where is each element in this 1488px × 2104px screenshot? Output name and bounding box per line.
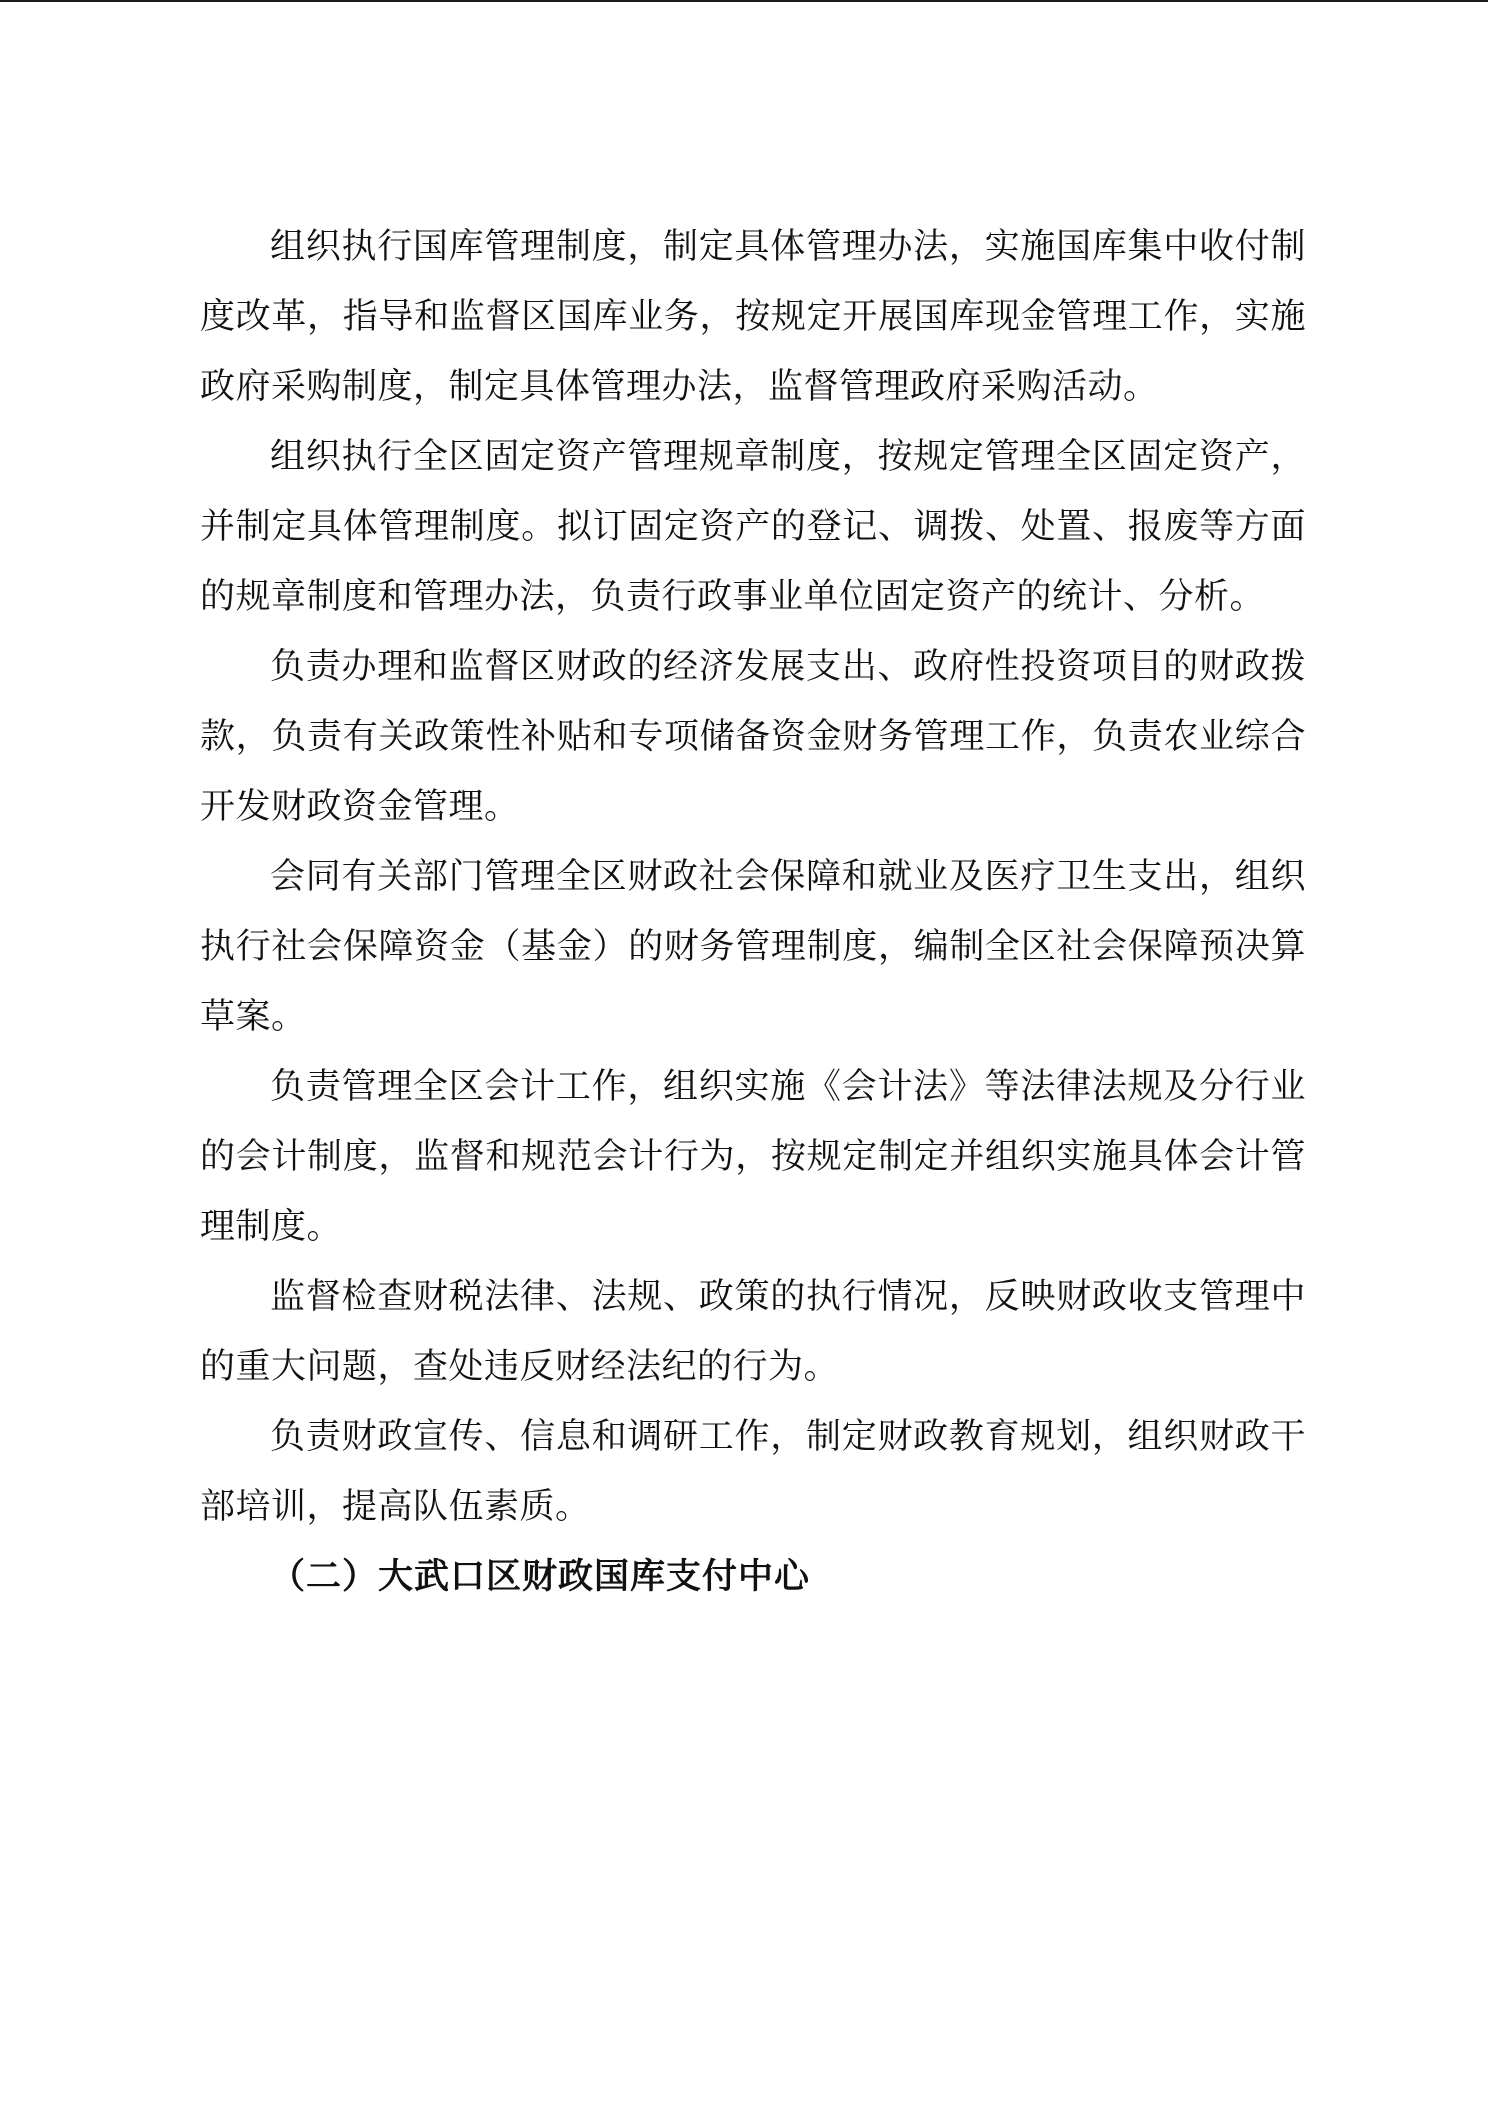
paragraph-accounting: 负责管理全区会计工作，组织实施《会计法》等法律法规及分行业的会计制度，监督和规范会计行为，按规定制定并组织实施具体会计管理制度。	[200, 1067, 1306, 1247]
document-page	[200, 212, 1306, 1612]
section-heading: （二）大武口区财政国库支付中心	[270, 1557, 811, 1597]
paragraph-social-security: 会同有关部门管理全区财政社会保障和就业及医疗卫生支出，组织执行社会保障资金（基金）的财务管理制度，编制全区社会保障预决算草案。	[200, 857, 1306, 1037]
page-top-border	[0, 0, 1488, 2]
paragraph-publicity-training: 负责财政宣传、信息和调研工作，制定财政教育规划，组织财政干部培训，提高队伍素质。	[200, 1417, 1306, 1527]
paragraph-fixed-assets: 组织执行全区固定资产管理规章制度，按规定管理全区固定资产，并制定具体管理制度。拟订固定资产的登记、调拨、处置、报废等方面的规章制度和管理办法，负责行政事业单位固定资产的统计、分析。	[200, 437, 1306, 617]
paragraph-supervision: 监督检查财税法律、法规、政策的执行情况，反映财政收支管理中的重大问题，查处违反财经法纪的行为。	[200, 1277, 1306, 1387]
paragraph-economic-expenditure: 负责办理和监督区财政的经济发展支出、政府性投资项目的财政拨款，负责有关政策性补贴和专项储备资金财务管理工作，负责农业综合开发财政资金管理。	[200, 647, 1306, 827]
paragraph-treasury-management: 组织执行国库管理制度，制定具体管理办法，实施国库集中收付制度改革，指导和监督区国库业务，按规定开展国库现金管理工作，实施政府采购制度，制定具体管理办法，监督管理政府采购活动。	[200, 227, 1306, 407]
